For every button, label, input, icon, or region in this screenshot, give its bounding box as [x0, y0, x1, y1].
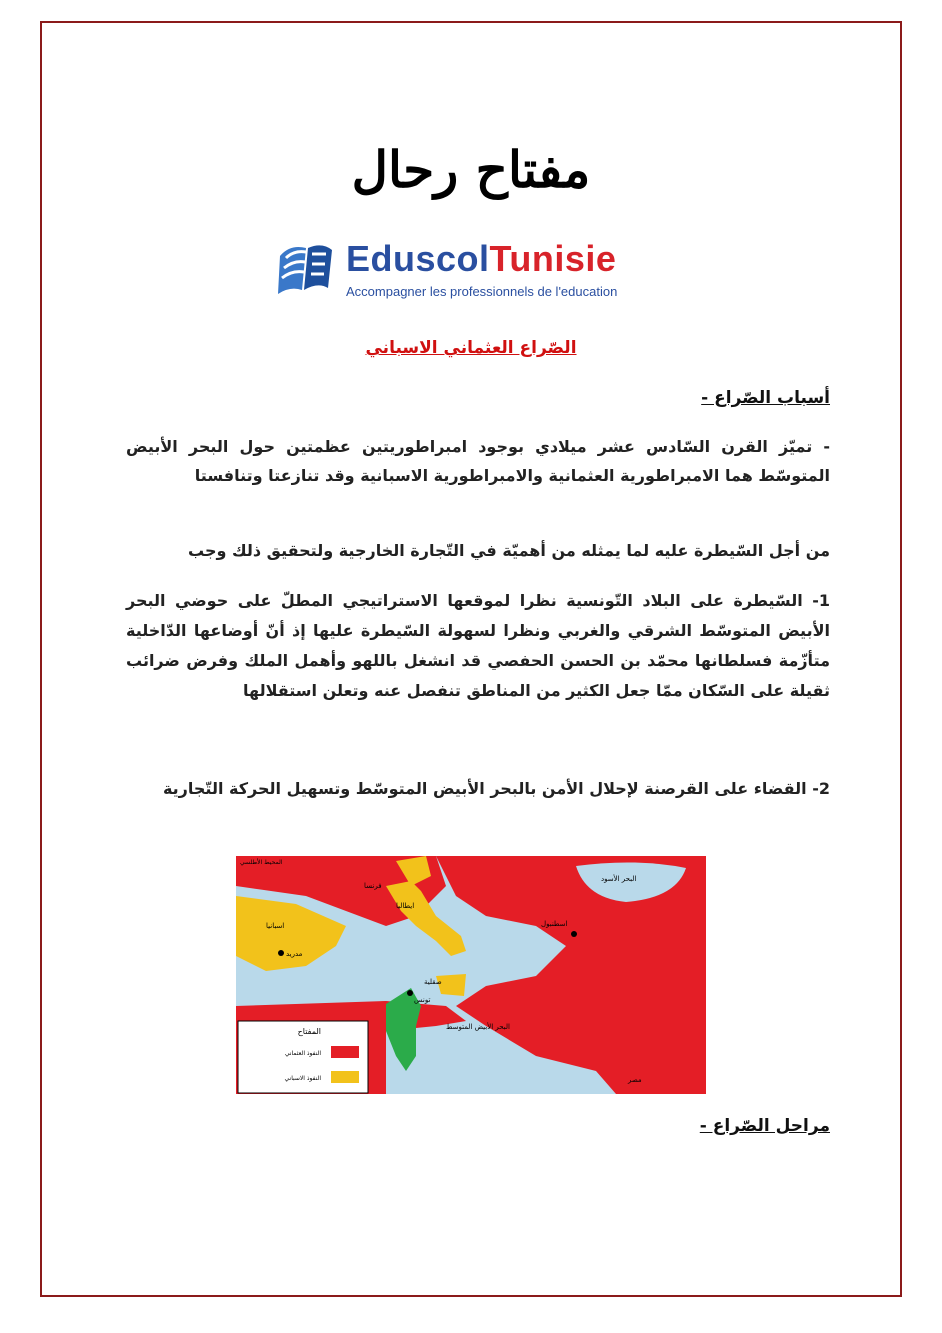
mediterranean-map	[236, 856, 706, 1094]
label-black-sea: البحر الأسود	[601, 875, 637, 883]
stages-heading: مراحل الصّراع -	[699, 1116, 830, 1136]
logo-tagline: Accompagner les professionnels de l'education	[346, 284, 618, 299]
label-france: فرنسا	[364, 882, 382, 890]
eduscol-logo[interactable]	[272, 234, 672, 304]
label-madrid: مدريد	[286, 950, 303, 958]
label-italy: ايطاليا	[396, 902, 415, 910]
legend-title: المفتاح	[297, 1027, 321, 1036]
book-logo-icon	[272, 236, 336, 300]
causes-paragraph-2: من أجل السّيطرة عليه لما يمثله من أهميّة في التّجارة الخارجية ولتحقيق ذلك وجب	[188, 541, 830, 560]
label-egypt: مصر	[628, 1076, 642, 1084]
legend-spanish: النفوذ الاسباني	[284, 1075, 321, 1082]
label-spain: اسبانيا	[266, 922, 285, 930]
label-mediterranean: البحر الأبيض المتوسط	[446, 1023, 510, 1031]
label-tunis: تونس	[414, 996, 431, 1004]
label-ocean: المحيط الأطلسي	[240, 859, 283, 866]
page-title: مفتاح رحال	[351, 140, 591, 199]
logo-brand	[346, 238, 616, 280]
causes-heading: أسباب الصّراع -	[701, 388, 830, 408]
causes-paragraph-1: - تميّز القرن السّادس عشر ميلادي بوجود امبراطوريتين عظمتين حول البحر الأبيض المتوسّط هما الامبراطورية العثمانية والامبراطورية الاسبانية وقد تنازعتا وتنافستا	[126, 437, 830, 485]
logo-brand-part2: Tunisie	[489, 238, 617, 279]
label-istanbul: اسطنبول	[541, 920, 568, 928]
label-sicily: صقلية	[424, 978, 442, 986]
legend-ottoman: النفوذ العثماني	[284, 1050, 321, 1057]
section-title: الصّراع العثماني الاسباني	[365, 338, 577, 358]
logo-brand-part1: Eduscol	[346, 238, 490, 279]
causes-point-2: 2- القضاء على القرصنة لإحلال الأمن بالبحر الأبيض المتوسّط وتسهيل الحركة التّجارية	[162, 779, 830, 798]
causes-point-1: 1- السّيطرة على البلاد التّونسية نظرا لموقعها الاستراتيجي المطلّ على حوضي البحر الأبيض المتوسّط الشرقي والغربي ونظرا لسهولة السّيطرة عليها إذ أنّ أوضاعها الدّاخلية متأزّمة فسلطانها محمّد بن الحسن الحفصي قد انشغل باللهو وأهمل الملك وفرض ضرائب ثقيلة على السّكان ممّا جعل الكثير من المناطق تنفصل عنه وتعلن استقلالها	[126, 591, 830, 700]
